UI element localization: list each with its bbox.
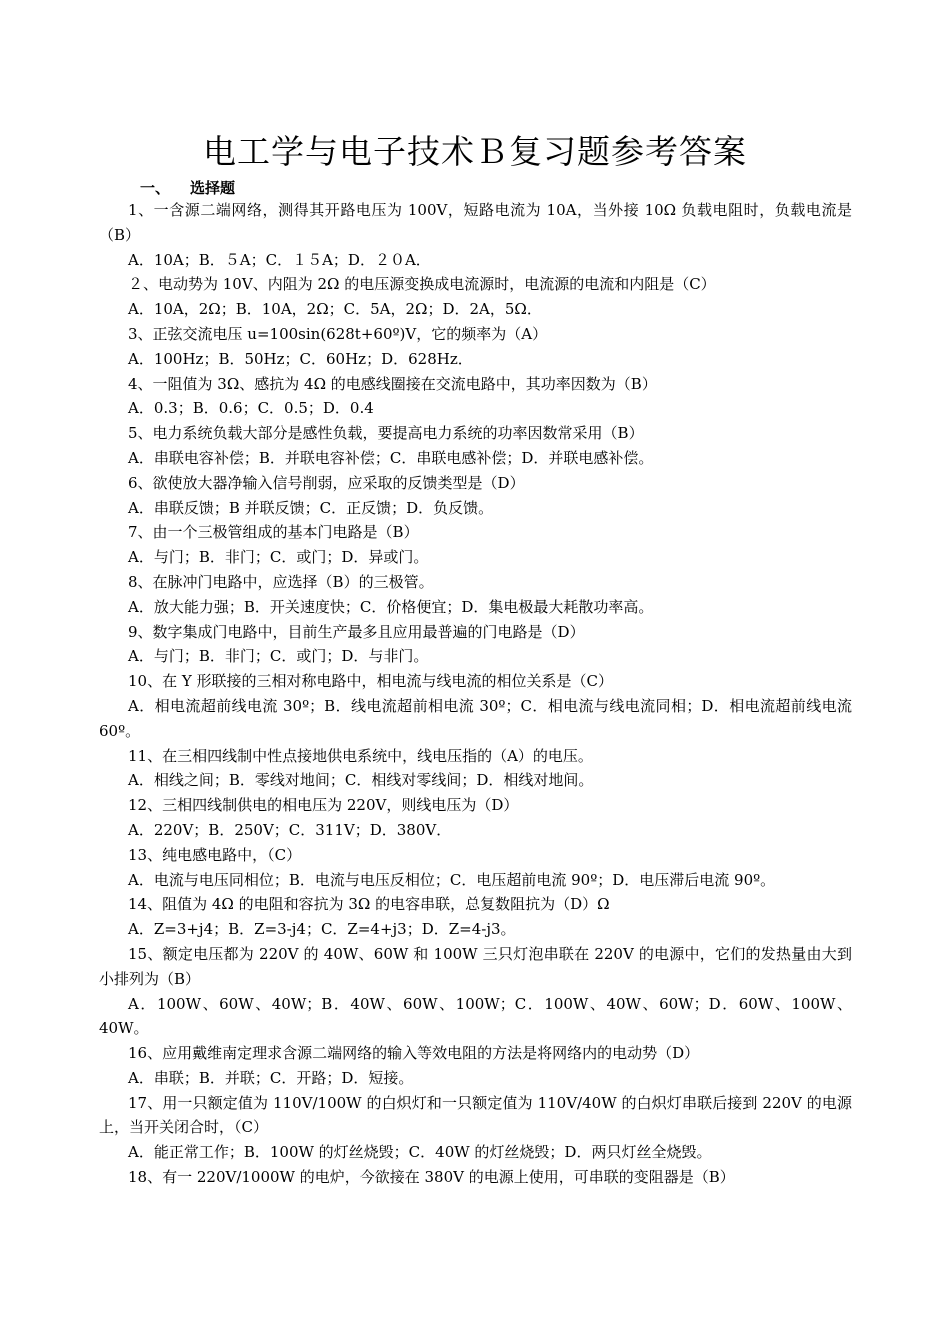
- question-text: 8、在脉冲门电路中，应选择（B）的三极管。: [128, 572, 434, 591]
- answer-options: A．10A；B．５A；C．１５A；D．２０A．: [128, 250, 431, 269]
- question-text: 7、由一个三极管组成的基本门电路是（B）: [128, 523, 419, 542]
- answer-options: A．相电流超前线电流 30º；B．线电流超前相电流 30º；C．相电流与线电流同相；D．相电流超前线电流 60º。: [99, 696, 852, 740]
- answer-options: A．10A，2Ω；B．10A，2Ω；C．5A，2Ω；D．2A，5Ω．: [128, 300, 542, 319]
- question-text: 4、一阻值为 3Ω、感抗为 4Ω 的电感线圈接在交流电路中，其功率因数为（B）: [128, 374, 657, 393]
- answer-options: A．100Hz；B．50Hz；C．60Hz；D．628Hz．: [128, 349, 473, 368]
- answer-options: A．100W、60W、40W；B．40W、60W、100W；C．100W、40W、60W；D．60W、100W、40W。: [99, 994, 852, 1038]
- answer-options: A．Z=3+j4；B．Z=3-j4；C．Z=4+j3；D．Z=4-j3。: [128, 920, 516, 939]
- question-text: 11、在三相四线制中性点接地供电系统中，线电压指的（A）的电压。: [128, 746, 593, 765]
- answer-options: A．0.3；B．0.6；C．0.5；D．0.4: [128, 399, 374, 418]
- answer-options: A．220V；B．250V；C．311V；D．380V．: [128, 820, 452, 839]
- answer-options: A．与门；B．非门；C．或门；D．异或门。: [128, 548, 429, 567]
- answer-options: A．能正常工作；B．100W 的灯丝烧毁；C．40W 的灯丝烧毁；D．两只灯丝全烧毁。: [128, 1143, 712, 1162]
- question-text: 16、应用戴维南定理求含源二端网络的输入等效电阻的方法是将网络内的电动势（D）: [128, 1044, 700, 1063]
- question-text: 6、欲使放大器净输入信号削弱，应采取的反馈类型是（D）: [128, 473, 525, 492]
- question-text: 9、数字集成门电路中，目前生产最多且应用最普遍的门电路是（D）: [128, 622, 585, 641]
- answer-options: A．电流与电压同相位；B．电流与电压反相位；C．电压超前电流 90º；D．电压滞后电流 90º。: [128, 870, 776, 889]
- question-text: 18、有一 220V/1000W 的电炉，今欲接在 380V 的电源上使用，可串联的变阻器是（B）: [128, 1168, 735, 1187]
- question-text: 14、阻值为 4Ω 的电阻和容抗为 3Ω 的电容串联，总复数阻抗为（D）Ω: [128, 895, 610, 914]
- page-title: 电工学与电子技术Ｂ复习题参考答案: [203, 132, 747, 171]
- answer-options: A．放大能力强；B．开关速度快；C．价格便宜；D．集电极最大耗散功率高。: [128, 597, 654, 616]
- question-text: 1、一含源二端网络，测得其开路电压为 100V，短路电流为 10A，当外接 10Ω 负载电阻时，负载电流是（B）: [99, 201, 852, 244]
- answer-options: A．与门；B．非门；C．或门；D．与非门。: [128, 647, 429, 666]
- question-text: 17、用一只额定值为 110V/100W 的白炽灯和一只额定值为 110V/40W 的白炽灯串联后接到 220V 的电源上，当开关闭合时，（C）: [99, 1093, 852, 1137]
- question-text: 12、三相四线制供电的相电压为 220V，则线电压为（D）: [128, 796, 519, 815]
- question-list: [99, 198, 852, 1190]
- question-text: 5、电力系统负载大部分是感性负载，要提高电力系统的功率因数常采用（B）: [128, 424, 644, 443]
- answer-options: A．相线之间；B．零线对地间；C．相线对零线间；D．相线对地间。: [128, 771, 594, 790]
- question-text: 13、纯电感电路中，（C）: [128, 845, 302, 864]
- question-text: ２、电动势为 10V、内阻为 2Ω 的电压源变换成电流源时，电流源的电流和内阻是（C）: [128, 275, 716, 294]
- question-text: 15、额定电压都为 220V 的 40W、60W 和 100W 三只灯泡串联在 220V 的电源中，它们的发热量由大到小排列为（B）: [99, 944, 852, 988]
- answer-options: A．串联电容补偿；B．并联电容补偿；C．串联电感补偿；D．并联电感补偿。: [128, 448, 654, 467]
- section-label: 选择题: [190, 179, 236, 197]
- answer-options: A．串联；B．并联；C．开路；D．短接。: [128, 1068, 414, 1087]
- question-text: 3、正弦交流电压 u=100sin(628t+60º)V，它的频率为（A）: [128, 324, 548, 343]
- question-text: 10、在 Y 形联接的三相对称电路中，相电流与线电流的相位关系是（C）: [128, 672, 614, 691]
- answer-options: A．串联反馈；B 并联反馈；C．正反馈；D．负反馈。: [128, 498, 494, 517]
- section-heading: [140, 178, 235, 198]
- section-number: 一、: [140, 179, 171, 197]
